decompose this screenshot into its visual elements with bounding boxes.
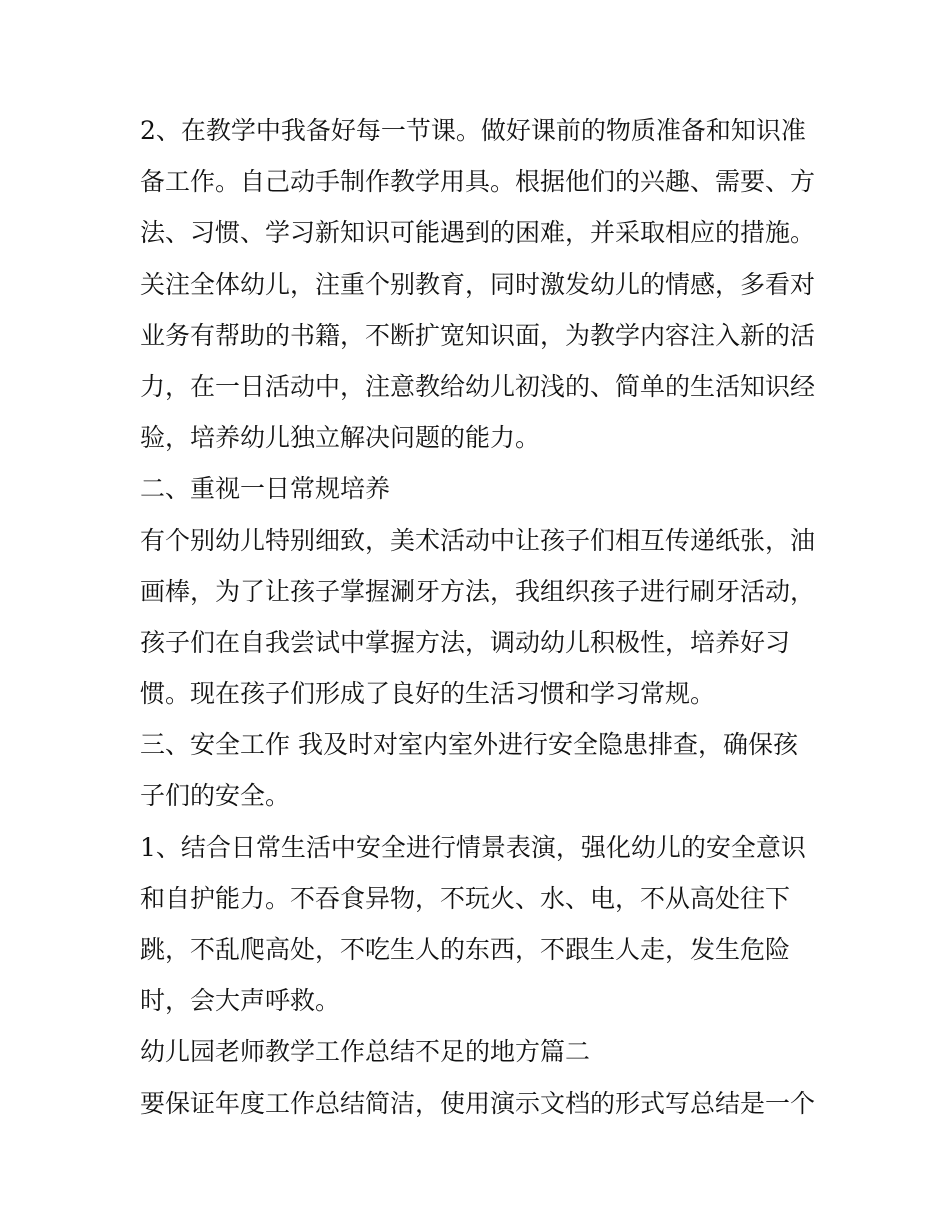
section-heading-safety: 三、安全工作 我及时对室内室外进行安全隐患排查，确保孩 (140, 730, 798, 760)
text-line-1: 2、在教学中我备好每一节课。做好课前的物质准备和知识准 (140, 116, 806, 145)
text-line-14: 子们的安全。 (140, 781, 291, 811)
text-line-15: 1、结合日常生活中安全进行情景表演，强化幼儿的安全意识 (140, 832, 806, 862)
text-line-17: 跳，不乱爬高处，不吃生人的东西，不跟生人走，发生危险 (140, 935, 791, 964)
text-line-18: 时，会大声呼救。 (140, 986, 341, 1016)
text-line-11: 孩子们在自我尝试中掌握方法，调动幼儿积极性，培养好习 (140, 627, 791, 657)
article-title-part-two: 幼儿园老师教学工作总结不足的地方篇二 (140, 1037, 591, 1067)
text-line-10: 画棒，为了让孩子掌握涮牙方法，我组织孩子进行刷牙活动， (140, 576, 816, 606)
section-heading-routine: 二、重视一日常规培养 (140, 474, 391, 504)
text-line-4: 关注全体幼儿，注重个别教育，同时激发幼儿的情感，多看对 (140, 269, 816, 299)
text-line-12: 惯。现在孩子们形成了良好的生活习惯和学习常规。 (140, 679, 716, 709)
text-line-7: 验，培养幼儿独立解决问题的能力。 (140, 423, 541, 453)
text-line-2: 备工作。自己动手制作教学用具。根据他们的兴趣、需要、方 (140, 167, 816, 197)
text-line-5: 业务有帮助的书籍，不断扩宽知识面，为教学内容注入新的活 (140, 320, 816, 350)
text-line-6: 力，在一日活动中，注意教给幼儿初浅的、简单的生活知识经 (140, 371, 816, 401)
document-body (140, 105, 820, 1129)
text-line-16: 和自护能力。不吞食异物，不玩火、水、电，不从高处往下 (140, 883, 791, 913)
text-line-9: 有个别幼儿特别细致，美术活动中让孩子们相互传递纸张，油 (140, 525, 816, 555)
text-line-3: 法、习惯、学习新知识可能遇到的困难，并采取相应的措施。 (140, 218, 816, 248)
text-line-20: 要保证年度工作总结简洁，使用演示文档的形式写总结是一个 (140, 1088, 816, 1118)
